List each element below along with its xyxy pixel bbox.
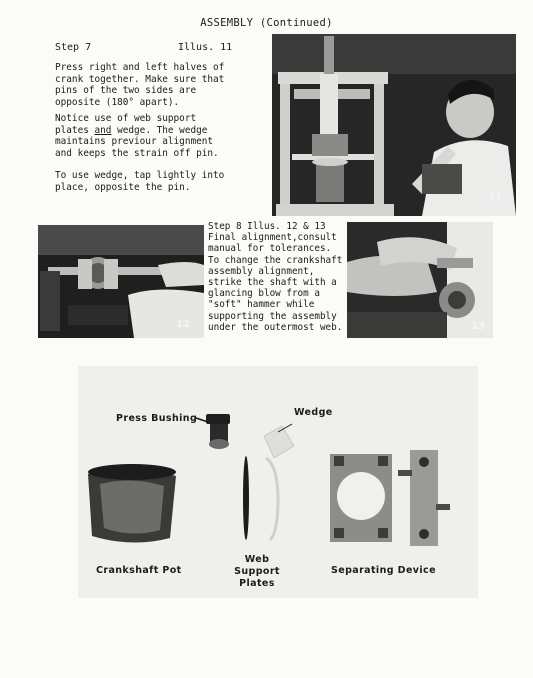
illus12-number: 12 (176, 319, 190, 330)
press-bushing-shape (196, 414, 230, 449)
crankshaft-pot-shape (88, 464, 176, 543)
step7-illus-label: Illus. 11 (178, 42, 233, 53)
step8-text-block (208, 221, 346, 333)
illus13-photo (347, 222, 493, 338)
step7-paragraph-1-text: Press right and left halves of crank together. Make sure that pins of the two sides are opposite (180° apart). (55, 62, 225, 108)
crankshaft-pot-label: Crankshaft Pot (96, 565, 182, 576)
step7-label: Step 7 (55, 42, 92, 53)
parts-photo (78, 366, 478, 598)
step7-paragraph-2-suffix: wedge. The wedge maintains previour alignment and keeps the strain off pin. (55, 124, 219, 159)
step8-body: Final alignment,consult manual for tolerances. To change the crankshaft assembly alignment, strike the shaft with a glancing blow from a "soft" hammer while supporting the assembly under the outermost web. (208, 232, 343, 333)
separating-device-shape (330, 450, 450, 546)
illus13-number: 13 (471, 321, 485, 332)
web-support-plates-shape (243, 456, 278, 540)
wedge-label: Wedge (294, 407, 333, 418)
illus11-drawing (272, 34, 516, 216)
step7-paragraph-2-text (55, 113, 230, 159)
web-support-plates-label-line1: Web (244, 554, 270, 565)
illus11-number: 11 (488, 191, 502, 202)
press-bushing-label: Press Bushing (116, 413, 198, 424)
wedge-shape (264, 424, 294, 458)
web-support-plates-label (226, 554, 288, 590)
step7-paragraph-2 (55, 113, 230, 159)
step7-paragraph-2-underlined: and (94, 124, 112, 136)
illus11-photo (272, 34, 516, 216)
web-support-plates-label-line2: Support (234, 566, 280, 577)
step7-paragraph-3 (55, 170, 230, 193)
step8-heading: Step 8 Illus. 12 & 13 (208, 221, 326, 232)
step7-paragraph-1 (55, 62, 230, 108)
step7-paragraph-3-text: To use wedge, tap lightly into place, opposite the pin. (55, 170, 225, 193)
separating-device-label: Separating Device (331, 565, 436, 576)
web-support-plates-label-line3: Plates (239, 578, 275, 589)
illus12-photo (38, 225, 204, 338)
page-title: ASSEMBLY (Continued) (200, 17, 333, 29)
step7-paragraph-2-prefix: Notice use of web support plates (55, 113, 197, 136)
